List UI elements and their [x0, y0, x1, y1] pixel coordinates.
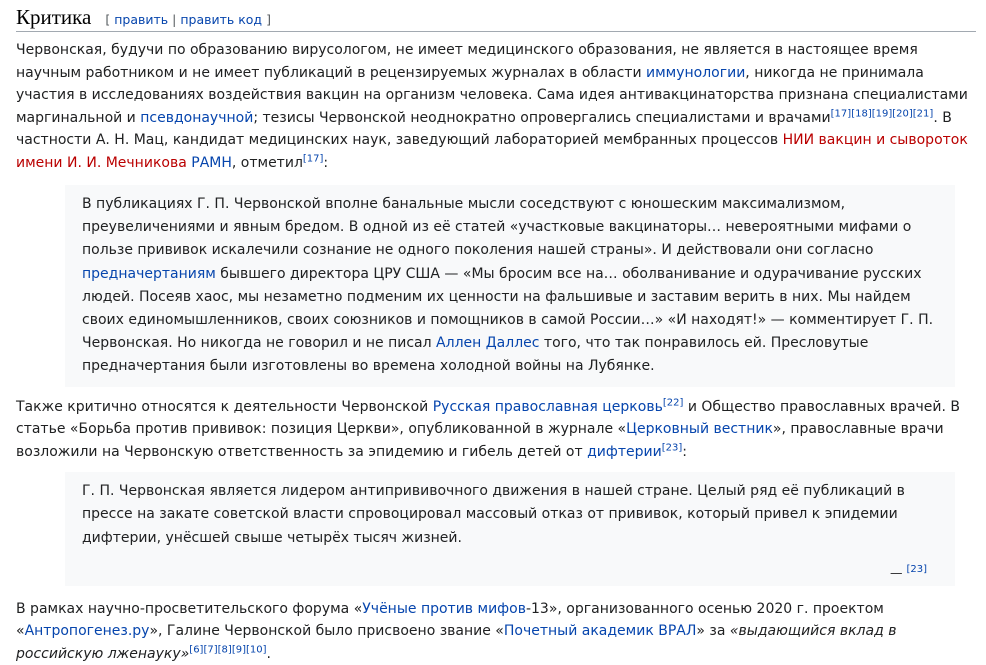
ref-23[interactable]: [23] [661, 441, 683, 453]
link-ramn[interactable]: РАМН [191, 154, 232, 171]
link-diphtheria[interactable]: дифтерии [587, 443, 662, 460]
text: , отметил [231, 154, 303, 171]
section-heading [16, 0, 976, 32]
text: ; тезисы Червонской неоднократно опровергались специалистами и врачами [253, 109, 831, 126]
edit-separator: | [172, 12, 177, 27]
ref-6[interactable]: [6] [189, 644, 204, 656]
paragraph-3 [16, 598, 976, 665]
text: Червонская, будучи по образованию вирусологом, не имеет медицинского образования, не является в настоящее время научным работником и не имеет публикаций в рецензируемых журналах в области [16, 42, 918, 81]
paragraph-1 [16, 39, 976, 174]
text: Также критично относятся к деятельности Червонской [16, 398, 433, 415]
ref-17[interactable]: [17] [830, 107, 852, 119]
ref-19[interactable]: [19] [871, 107, 893, 119]
text: и Общество православных врачей. В статье «Борьба против прививок: позиция Церкви», опубликованной в журнале « [16, 398, 961, 438]
quote-text [82, 193, 941, 379]
text: : [323, 154, 329, 171]
text: В публикациях Г. П. Червонской вполне банальные мысли соседствуют с юношеским максимализмом, преувеличениями и явным бредом. В одной из её статей «участковые вакцинаторы… невероятными мифами о пользе прививок искалечили сознание не одного поколения нашей страны». И действовали они согласно [82, 196, 912, 259]
ref-group [906, 564, 927, 575]
edit-link[interactable]: править [114, 12, 169, 27]
link-church-herald[interactable]: Церковный вестник [626, 421, 773, 438]
italic-quote: «выдающийся вклад в российскую лженауку» [16, 623, 897, 662]
ref-group [662, 442, 683, 453]
blockquote-2 [65, 472, 955, 586]
text: . [266, 645, 271, 662]
text: В рамках научно-просветительского форума « [16, 600, 363, 617]
text: » за [696, 623, 730, 640]
link-antropogenez[interactable]: Антропогенез.ру [24, 623, 150, 640]
text: , никогда не принимала участия в исследованиях воздействия вакцин на организм человека. Сама идея антивакцинаторства признана специалистами маргинальной и [16, 64, 968, 126]
link-vral-academician[interactable]: Почетный академик ВРАЛ [503, 623, 697, 640]
ref-18[interactable]: [18] [851, 107, 872, 119]
link-allen-dulles[interactable]: Аллен Даллес [436, 335, 540, 352]
text: », Галине Червонской было присвоено звание « [149, 623, 504, 640]
quote-citation [82, 563, 941, 580]
bracket-close: ] [266, 12, 271, 27]
text: -13», организованного осенью 2020 г. проектом « [16, 600, 884, 640]
paragraph-2 [16, 396, 976, 464]
link-mechnikov-institute[interactable]: НИИ вакцин и сывороток имени И. И. Мечникова [16, 132, 968, 171]
edit-section-links [105, 12, 271, 27]
ref-8[interactable]: [8] [217, 644, 232, 656]
ref-20[interactable]: [20] [892, 107, 913, 119]
ref-group [663, 397, 684, 408]
text: . В частности А. Н. Мац, кандидат медицинских наук, заведующий лабораторией мембранных процессов [16, 109, 952, 148]
section-title: Критика [16, 5, 92, 29]
ref-23[interactable]: [23] [906, 563, 927, 575]
link-scientists-vs-myths[interactable]: Учёные против мифов [362, 600, 526, 617]
blockquote-1 [65, 185, 955, 387]
text: : [682, 443, 687, 460]
ref-group [303, 153, 324, 164]
ref-10[interactable]: [10] [245, 644, 267, 656]
text: того, что так понравилось ей. Пресловутые предначертания были изготовлены во времена холодной войны на Лубянке. [82, 335, 869, 375]
bracket-open: [ [105, 12, 111, 27]
ref-group [189, 644, 266, 655]
text: бывшего директора ЦРУ США — «Мы бросим все на… оболванивание и одурачивание русских людей. Посеяв хаос, мы незаметно подменим их ценности на фальшивые и заставим верить в них. Мы найдем своих единомышленников, своих союзников и помощников в самой России…» «И находят!» — комментирует Г. П. Червонская. Но никогда не говорил и не писал [82, 265, 934, 352]
link-pseudoscience[interactable]: псевдонаучной [140, 109, 254, 126]
quote-text: Г. П. Червонская является лидером антипрививочного движения в нашей стране. Целый ряд её публикаций в прессе на закате советской власти спровоцировал массовый отказ от прививок, который привел к эпидемии дифтерии, унёсшей свыше четырёх тысяч жизней. [82, 483, 905, 546]
ref-21[interactable]: [21] [912, 107, 934, 119]
link-immunology[interactable]: иммунологии [646, 64, 746, 81]
ref-7[interactable]: [7] [203, 644, 218, 656]
link-predestinations[interactable]: предначертаниям [82, 265, 216, 282]
link-russian-orthodox-church[interactable]: Русская православная церковь [432, 398, 663, 415]
ref-group [831, 108, 934, 119]
edit-code-link[interactable]: править код [180, 12, 263, 27]
text: », православные врачи возложили на Червонскую ответственность за эпидемию и гибель детей от [16, 421, 944, 460]
ref-9[interactable]: [9] [231, 644, 246, 656]
ref-22[interactable]: [22] [662, 396, 684, 408]
citation-dash: — [889, 564, 903, 580]
ref-17[interactable]: [17] [302, 152, 324, 164]
